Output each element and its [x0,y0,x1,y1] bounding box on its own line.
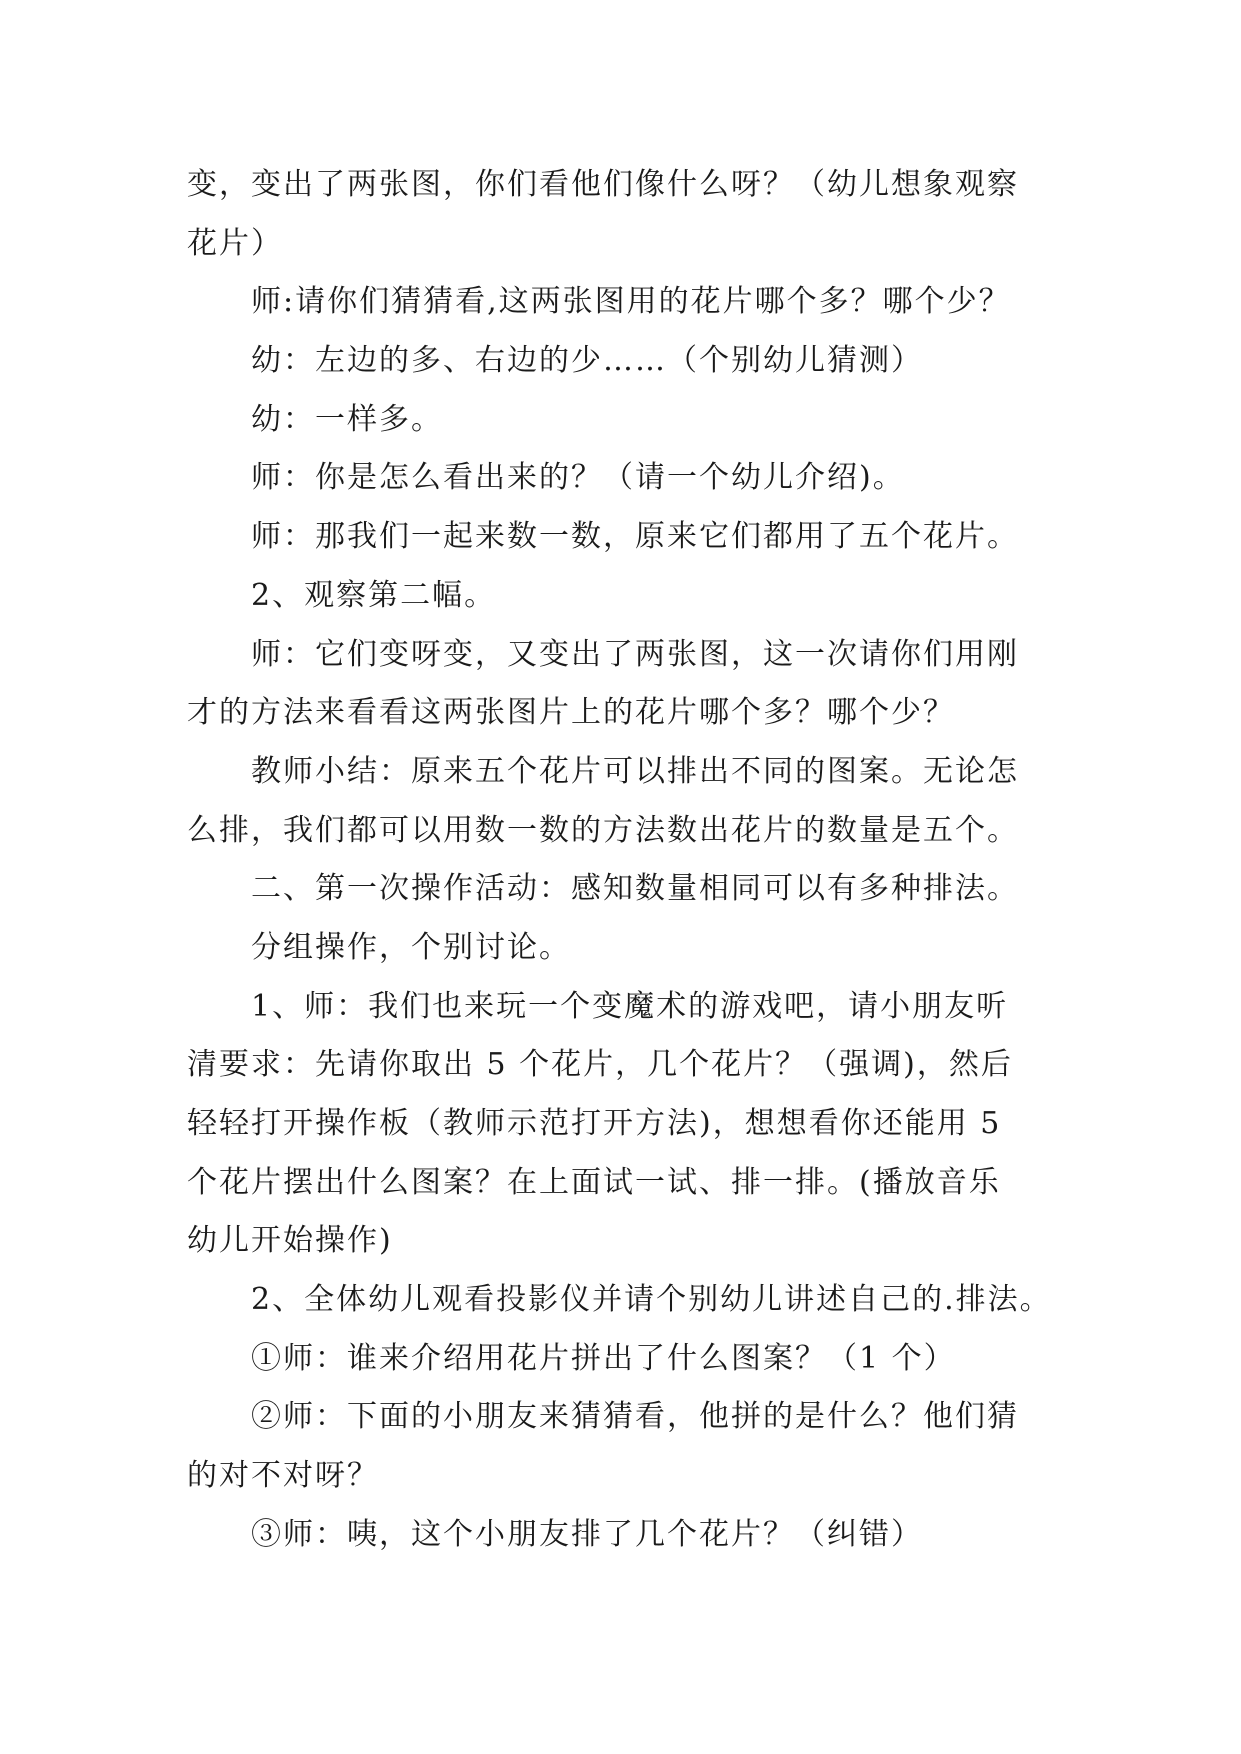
text-line: 才的方法来看看这两张图片上的花片哪个多？哪个少？ [187,695,955,731]
text-line: 清要求：先请你取出 5 个花片，几个花片？（强调)，然后 [187,1047,1013,1083]
text-line: ③师：咦，这个小朋友排了几个花片？（纠错） [251,1516,923,1552]
text-line: 教师小结：原来五个花片可以排出不同的图案。无论怎 [251,753,1019,789]
text-line: 2、全体幼儿观看投影仪并请个别幼儿讲述自己的.排法。 [251,1282,1052,1318]
text-line: 二、第一次操作活动：感知数量相同可以有多种排法。 [251,871,1019,907]
text-line: 么排，我们都可以用数一数的方法数出花片的数量是五个。 [187,812,1019,848]
text-line: 2、观察第二幅。 [251,577,497,613]
text-line: 幼：一样多。 [251,401,443,437]
text-line: 师：你是怎么看出来的？（请一个幼儿介绍)。 [251,460,905,496]
text-line: 的对不对呀？ [187,1458,379,1494]
text-line: 变，变出了两张图，你们看他们像什么呀？（幼儿想象观察 [187,167,1019,202]
document-body [187,156,1067,1565]
text-line: 幼：左边的多、右边的少……（个别幼儿猜测） [251,343,923,379]
text-line: ②师：下面的小朋友来猜猜看，他拼的是什么？他们猜 [251,1399,1019,1435]
text-line: 1、师：我们也来玩一个变魔术的游戏吧，请小朋友听 [251,988,1009,1024]
text-line: 分组操作，个别讨论。 [251,929,571,965]
text-line: ①师：谁来介绍用花片拼出了什么图案？（1 个） [251,1340,956,1376]
text-line: 师：它们变呀变，又变出了两张图，这一次请你们用刚 [251,636,1019,672]
text-line: 师:请你们猜猜看,这两张图用的花片哪个多？哪个少？ [251,284,1011,320]
text-line: 师：那我们一起来数一数，原来它们都用了五个花片。 [251,519,1019,555]
text-line: 轻轻打开操作板（教师示范打开方法)，想想看你还能用 5 [187,1106,1002,1141]
text-line: 幼儿开始操作) [187,1223,393,1259]
text-line: 个花片摆出什么图案？在上面试一试、排一排。(播放音乐 [187,1164,1001,1200]
text-line: 花片） [187,225,283,261]
